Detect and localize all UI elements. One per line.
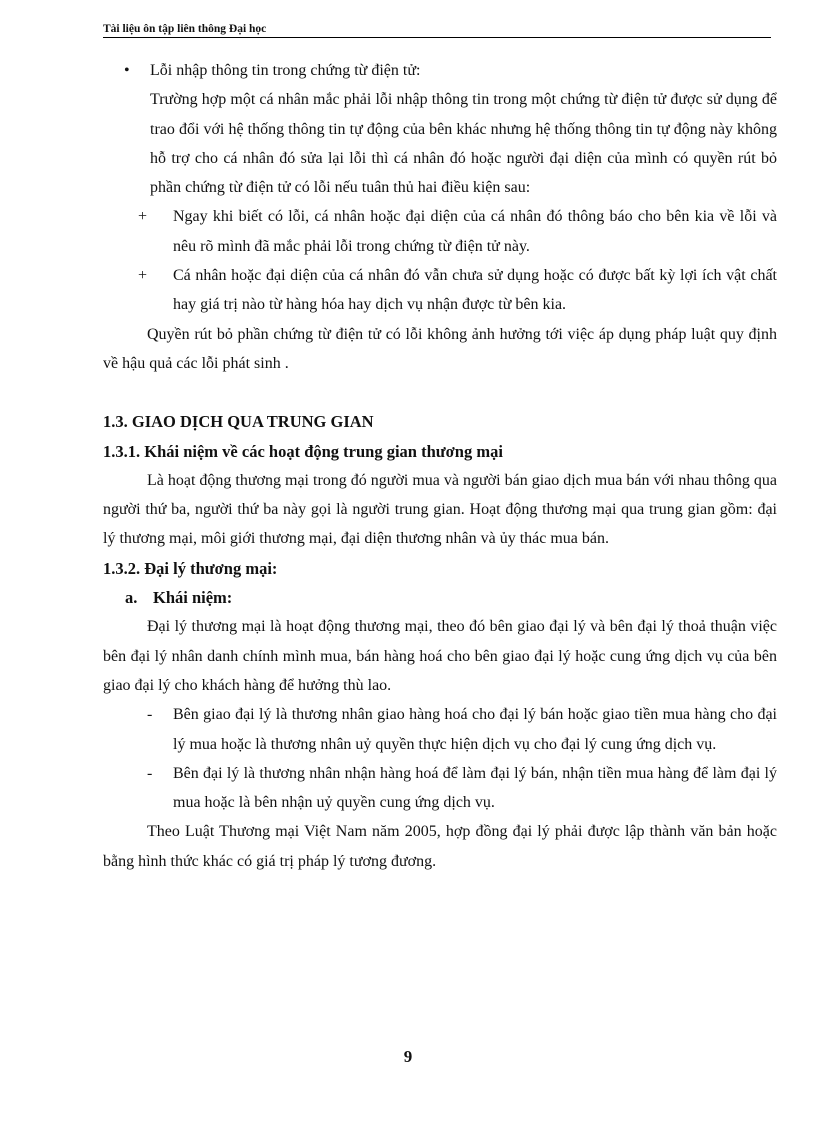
plus-icon: + xyxy=(138,208,148,226)
subsection-title: Khái niệm: xyxy=(153,588,233,608)
paragraph-error-body: Trường hợp một cá nhân mắc phải lỗi nhập thông tin trong một chứng từ điện tử được sử dụng để trao đổi với hệ thống thông tin tự động của bên khác nhưng hệ thống thông tin tự động này không hỗ trợ cho cá nhân đó sửa lại lỗi thì cá nhân đó hoặc người đại diện của mình có quyền rút bỏ phần chứng từ điện tử có lỗi nếu tuân thủ hai điều kiện sau: xyxy=(150,91,777,197)
subsection-label: a. xyxy=(125,588,138,608)
page-number: 9 xyxy=(403,1047,413,1066)
section-heading-1-3-1: 1.3.1. Khái niệm về các hoạt động trung gian thương mại xyxy=(103,441,503,461)
condition-item xyxy=(138,202,777,261)
bullet-icon: • xyxy=(124,62,130,79)
condition-text: Ngay khi biết có lỗi, cá nhân hoặc đại diện của cá nhân đó thông báo cho bên kia về lỗi và nêu rõ mình đã mắc phải lỗi trong chứng từ điện tử này. xyxy=(173,208,777,255)
paragraph-error-closing: Quyền rút bỏ phần chứng từ điện tử có lỗi không ảnh hưởng tới việc áp dụng pháp luật quy định về hậu quả các lỗi phát sinh . xyxy=(103,325,777,372)
bullet-title: Lỗi nhập thông tin trong chứng từ điện tử: xyxy=(150,62,421,79)
list-item-text: Bên đại lý là thương nhân nhận hàng hoá để làm đại lý bán, nhận tiền mua hàng để làm đại lý mua hoặc là bên nhận uỷ quyền cung ứng dịch vụ. xyxy=(173,764,777,812)
subsection-heading-a xyxy=(125,583,777,612)
condition-item xyxy=(138,261,777,320)
paragraph-intermediary-definition: Là hoạt động thương mại trong đó người mua và người bán giao dịch mua bán với nhau thông qua người thứ ba, người thứ ba này gọi là người trung gian. Hoạt động thương mại qua trung gian gồm: đại lý thương mại, môi giới thương mại, đại diện thương nhân và ủy thác mua bán. xyxy=(103,471,777,548)
bullet-item xyxy=(124,56,777,85)
list-item xyxy=(147,759,777,818)
dash-icon: - xyxy=(147,764,153,782)
section-heading-1-3-2: 1.3.2. Đại lý thương mại: xyxy=(103,558,278,578)
dash-icon: - xyxy=(147,706,153,724)
paragraph-agency-closing: Theo Luật Thương mại Việt Nam năm 2005, hợp đồng đại lý phải được lập thành văn bản hoặc bằng hình thức khác có giá trị pháp lý tương đương. xyxy=(103,823,777,870)
plus-icon: + xyxy=(138,267,148,285)
list-item-text: Bên giao đại lý là thương nhân giao hàng hoá cho đại lý bán hoặc giao tiền mua hàng cho đại lý mua hoặc là thương nhân uỷ quyền thực hiện dịch vụ cho đại lý cung ứng dịch vụ. xyxy=(173,706,777,753)
section-heading-1-3: 1.3. GIAO DỊCH QUA TRUNG GIAN xyxy=(103,412,374,432)
paragraph-agency-definition: Đại lý thương mại là hoạt động thương mại, theo đó bên giao đại lý và bên đại lý thoả thuận việc bên đại lý nhân danh chính mình mua, bán hàng hoá cho bên giao đại lý hoặc cung ứng dịch vụ của bên giao đại lý cho khách hàng để hưởng thù lao. xyxy=(103,618,777,694)
document-body xyxy=(103,56,777,876)
page-header: Tài liệu ôn tập liên thông Đại học xyxy=(103,22,771,38)
condition-text: Cá nhân hoặc đại diện của cá nhân đó vẫn chưa sử dụng hoặc có được bất kỳ lợi ích vật chất hay giá trị nào từ hàng hóa hay dịch vụ nhận được từ bên kia. xyxy=(173,267,777,314)
list-item xyxy=(147,700,777,759)
